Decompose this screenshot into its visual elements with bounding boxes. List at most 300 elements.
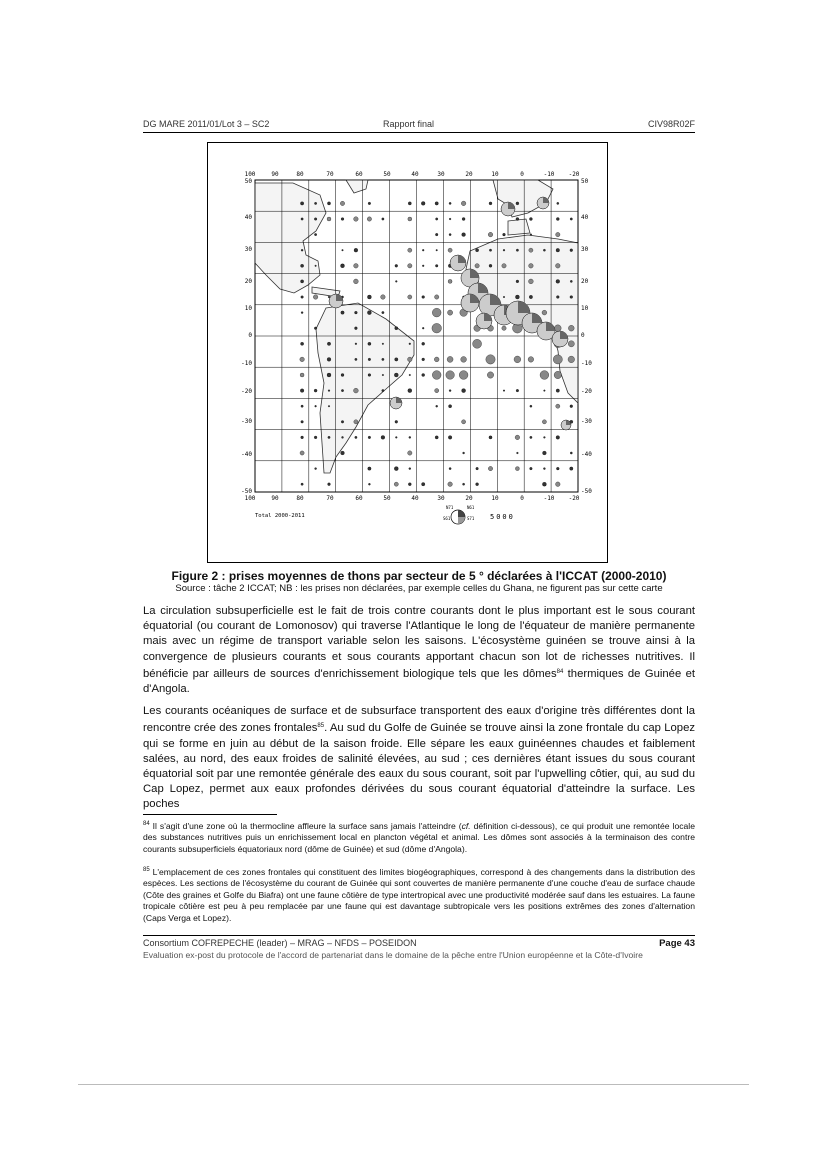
catch-dot [435, 436, 438, 439]
catch-dot [341, 264, 345, 268]
header-center: Rapport final [383, 119, 435, 129]
catch-dot [436, 218, 438, 220]
catch-dot [314, 218, 317, 221]
catch-dot [422, 358, 425, 361]
catch-dot [502, 264, 506, 268]
catch-dot [341, 374, 344, 377]
figure-caption [143, 569, 695, 595]
catch-dot [528, 357, 534, 363]
catch-dot [568, 325, 574, 331]
catch-dot [476, 483, 479, 486]
catch-dot [554, 371, 561, 378]
lat-tick: 50 [581, 178, 589, 185]
catch-dot [529, 264, 534, 269]
lon-tick: 0 [520, 171, 524, 178]
catch-dot [368, 342, 371, 345]
legend-label: S61 [443, 516, 451, 521]
catch-dot [408, 202, 411, 205]
lon-tick: 20 [465, 171, 473, 178]
catch-dot [530, 467, 533, 470]
catch-dot [570, 218, 572, 220]
catch-dot [543, 249, 545, 251]
catch-dot [556, 218, 559, 221]
lat-tick: -40 [241, 451, 252, 458]
lat-tick: -50 [581, 488, 592, 495]
page-header [143, 119, 695, 131]
catch-dot [341, 311, 344, 314]
catch-dot [355, 436, 357, 438]
catch-dot [570, 249, 573, 252]
catch-dot [354, 279, 359, 284]
lon-tick: 40 [411, 495, 419, 502]
catch-dot [462, 420, 466, 424]
catch-dot [463, 452, 465, 454]
catch-dot [341, 218, 344, 221]
catch-dot [449, 405, 452, 408]
catch-dot [570, 405, 573, 408]
catch-dot [354, 420, 358, 424]
catch-dot [301, 296, 304, 299]
header-right: CIV98R02F [647, 119, 695, 129]
catch-dot [408, 248, 412, 252]
catch-dot [395, 358, 398, 361]
catch-dot [515, 295, 519, 299]
catch-dot [327, 358, 331, 362]
catch-dot [556, 248, 560, 252]
catch-dot [502, 326, 506, 330]
catch-dot [408, 389, 412, 393]
catch-dot [544, 390, 546, 392]
footnote-text: Il s'agit d'une zone où la thermocline affleure la surface sans jamais l'atteindre ( [149, 821, 462, 831]
catch-dot [556, 232, 560, 236]
catch-dot [432, 323, 442, 333]
lat-tick: -50 [241, 488, 252, 495]
lon-tick: 100 [244, 495, 256, 502]
catch-dot [409, 468, 411, 470]
catch-dot [432, 308, 441, 317]
catch-dot [382, 311, 384, 313]
footnote-84 [143, 819, 695, 855]
catch-map [208, 143, 607, 562]
lon-tick: 90 [271, 495, 279, 502]
footnote-text: L'emplacement de ces zones frontales qui constituent des limites biogéographiques, correspond à des changements dans la distribution des espèces. Les sections de l'écosystème du courant de Guinée qui sont couvertes de manière permanente d'une couche d'eau de surface chaude (Côte des graines et Golfe du Biafra) ont une faune côtière de type intertropical avec une productivité modérée sauf dans les estuaires. La faune tropicale côtière est peu à peu remplacée par une faune qui est davantage subtropicale vers les positions extrêmes des zones d'alternation (Caps Verga et Lopez). [143, 867, 695, 923]
paragraph [143, 604, 695, 697]
caption-title: Figure 2 : prises moyennes de thons par secteur de 5 ° déclarées à l'ICCAT (2000-2010) [171, 569, 667, 583]
catch-dot [341, 421, 344, 424]
catch-dot [435, 295, 439, 299]
catch-dot [340, 201, 344, 205]
catch-dot [422, 374, 425, 377]
legend-label: N71 [446, 505, 454, 510]
catch-dot [367, 217, 371, 221]
lat-tick: -20 [581, 388, 592, 395]
header-rule [143, 132, 695, 133]
legend-label: N61 [467, 505, 475, 510]
catch-dot [556, 296, 559, 299]
lon-tick: 10 [491, 495, 499, 502]
lon-tick: 100 [244, 171, 256, 178]
catch-dot [409, 374, 411, 376]
catch-dot [489, 436, 492, 439]
catch-dot [315, 265, 317, 267]
legend-pie-slice [458, 517, 465, 524]
catch-dot [409, 436, 411, 438]
catch-dot [570, 467, 573, 470]
paragraph-text: thermiques de Guinée et d'Angola. [143, 667, 695, 696]
catch-dot [448, 310, 453, 315]
footnote-text: définition ci-dessous), ce qui produit une remontée locale des substances nutritives puis un enrichissement local en plancton végétal et animal. Les dômes sont associés à la terminaison des contre courants subsuperficiels équatoriaux nord (dôme de Guinée) et sud (dôme d'Angola). [143, 821, 695, 854]
lon-tick: 70 [326, 171, 334, 178]
catch-dot [422, 249, 424, 251]
catch-dot [462, 233, 466, 237]
catch-dot [435, 389, 439, 393]
page-footer [143, 938, 695, 960]
catch-dot [314, 436, 317, 439]
catch-dot [422, 342, 425, 345]
footer-consortium: Consortium COFREPECHE (leader) – MRAG – NFDS – POSEIDON [143, 938, 417, 948]
catch-dot [476, 467, 479, 470]
catch-dot [489, 249, 491, 251]
catch-dot [556, 264, 561, 269]
catch-dot [529, 279, 534, 284]
catch-dot [355, 311, 358, 314]
catch-dot [328, 436, 330, 438]
lon-tick: 30 [437, 171, 445, 178]
longitude-labels-top [245, 171, 580, 178]
catch-dot [368, 202, 371, 205]
catch-dot [556, 404, 560, 408]
catch-dot [382, 343, 384, 345]
lon-tick: -10 [543, 171, 555, 178]
lat-tick: 40 [244, 214, 252, 221]
catch-dot [516, 249, 518, 251]
catch-dot [368, 436, 371, 439]
latitude-labels-left [241, 178, 252, 495]
catch-dot [570, 280, 572, 282]
catch-dot [435, 202, 438, 205]
catch-dot [327, 217, 331, 221]
catch-dot [461, 357, 467, 363]
catch-dot [300, 202, 303, 205]
catch-dot [554, 325, 561, 332]
catch-dot [446, 371, 455, 380]
catch-dot [354, 217, 359, 222]
catch-dot [568, 356, 575, 363]
catch-dot [486, 355, 495, 364]
caption-source: Source : tâche 2 ICCAT; NB : les prises non déclarées, par exemple celles du Ghana, ne figurent pas sur cette carte [175, 583, 663, 594]
body-text [143, 604, 695, 820]
catch-dot [395, 281, 397, 283]
lon-tick: 70 [326, 495, 334, 502]
catch-dot [395, 264, 398, 267]
catch-dot [300, 389, 304, 393]
catch-dot [503, 249, 505, 251]
lat-tick: 30 [581, 246, 589, 253]
catch-dot [301, 483, 303, 485]
catch-dot [382, 389, 384, 391]
catch-dot [301, 421, 304, 424]
catch-dot [395, 437, 397, 439]
catch-dot [381, 295, 386, 300]
catch-dot [301, 342, 304, 345]
catch-dot [368, 483, 370, 485]
catch-dot [328, 405, 330, 407]
catch-dot [463, 483, 465, 485]
catch-dot [315, 468, 317, 470]
longitude-labels-bottom [245, 495, 580, 502]
catch-dot [342, 436, 344, 438]
catch-dot [489, 264, 492, 267]
catch-dot [300, 451, 304, 455]
catch-dot [368, 467, 371, 470]
catch-dot [473, 339, 482, 348]
catch-dot [355, 358, 357, 360]
catch-dot [328, 483, 331, 486]
catch-dot [516, 202, 519, 205]
catch-dot [394, 467, 398, 471]
lon-tick: 10 [491, 171, 499, 178]
catch-dot [354, 388, 359, 393]
catch-dot [408, 451, 412, 455]
catch-dot [422, 483, 425, 486]
catch-dot [368, 358, 371, 361]
map-area [255, 180, 578, 492]
lat-tick: -10 [241, 360, 252, 367]
catch-dot [355, 343, 357, 345]
catch-dot [301, 405, 303, 407]
lon-tick: 90 [271, 171, 279, 178]
catch-dot [449, 202, 451, 204]
catch-dot [557, 202, 559, 204]
catch-dot [459, 371, 468, 380]
catch-dot [382, 374, 384, 376]
catch-dot [487, 372, 493, 378]
lat-tick: 20 [581, 278, 589, 285]
catch-dot [409, 343, 411, 345]
pie-legend [443, 505, 515, 524]
lat-tick: 0 [248, 332, 252, 339]
catch-dot [434, 357, 439, 362]
lon-tick: 20 [465, 495, 473, 502]
catch-dot [354, 264, 359, 269]
catch-dot [301, 249, 303, 251]
catch-dot [448, 482, 453, 487]
catch-dot [315, 405, 317, 407]
footnote-number: 84 [143, 821, 150, 827]
paragraph-text: La circulation subsuperficielle est le fait de trois contre courants dont le plus important est le sous courant équatorial (ou courant de Lomonosov) qui traverse l'Atlantique le long de l'équateur de manière permanente mais avec un régime de transport variable selon les saisons. L'écosystème guinéen se trouve ainsi à la convergence de plusieurs courants et sous courants apportant chacun son lot de richesses nutritives. Il bénéficie par ailleurs de sources d'enrichissement biologique tels que les dômes [143, 605, 695, 680]
footnote-rule [143, 814, 277, 815]
catch-dot [422, 296, 425, 299]
catch-dot [514, 356, 521, 363]
catch-dot [556, 436, 560, 440]
catch-dot [395, 327, 398, 330]
catch-dot [556, 482, 561, 487]
lon-tick: 50 [383, 171, 391, 178]
footnote-ref[interactable]: 85 [317, 723, 325, 730]
catch-dot [543, 468, 545, 470]
catch-dot [488, 232, 493, 237]
catch-dot [570, 452, 572, 454]
catch-dot [408, 217, 412, 221]
catch-dot [408, 264, 412, 268]
catch-dot [368, 374, 371, 377]
catch-dot [568, 341, 574, 347]
catch-dot [301, 312, 303, 314]
lat-tick: 30 [244, 246, 252, 253]
catch-dot [314, 389, 317, 392]
catch-dot [394, 482, 398, 486]
header-left: DG MARE 2011/01/Lot 3 – SC2 [143, 119, 270, 129]
catch-dot [327, 202, 330, 205]
catch-dot [516, 389, 519, 392]
catch-dot [301, 218, 303, 220]
catch-dot [436, 405, 438, 407]
footnote-85 [143, 865, 695, 924]
catch-dot [313, 295, 318, 300]
catch-dot [435, 233, 438, 236]
catch-dot [475, 264, 479, 268]
catch-dot [328, 390, 330, 392]
catch-dot [529, 248, 533, 252]
catch-dot [530, 405, 532, 407]
catch-dot [314, 327, 317, 330]
page-number: Page 43 [659, 938, 695, 949]
legend-pie-slice [458, 510, 465, 517]
catch-dot [422, 265, 424, 267]
catch-dot [408, 295, 412, 299]
catch-dot [542, 420, 546, 424]
catch-dot [301, 436, 304, 439]
catch-dot [449, 390, 451, 392]
catch-dot [432, 371, 441, 380]
catch-dot [540, 371, 549, 380]
lon-tick: 0 [520, 495, 524, 502]
catch-dot [341, 451, 345, 455]
catch-dot [382, 218, 384, 220]
catch-dot [488, 466, 492, 470]
paragraph-text: Les courants océaniques de surface et de subsurface transportent des eaux d'origine très différentes dont la rencontre crée des zones frontales [143, 705, 695, 735]
figure-frame [207, 142, 608, 563]
lon-tick: 40 [411, 171, 419, 178]
catch-dot [381, 436, 385, 440]
catch-dot [529, 218, 532, 221]
catch-dot [515, 467, 519, 471]
catch-dot [301, 280, 304, 283]
catch-dot [530, 234, 532, 236]
catch-dot [556, 280, 560, 284]
catch-dot [314, 202, 316, 204]
catch-dot [544, 437, 546, 439]
lat-tick: -30 [581, 418, 592, 425]
catch-dot [503, 296, 505, 298]
lon-tick: 60 [355, 171, 363, 178]
catch-dot [489, 202, 492, 205]
lat-tick: -20 [241, 388, 252, 395]
catch-dot [448, 436, 452, 440]
catch-dot [314, 233, 316, 235]
catch-dot [556, 389, 559, 392]
catch-dot [342, 249, 344, 251]
lat-tick: 20 [244, 278, 252, 285]
lat-tick: 0 [581, 332, 585, 339]
catch-dot [476, 249, 479, 252]
catch-dot [530, 436, 532, 438]
paragraph [143, 704, 695, 812]
catch-dot [543, 451, 547, 455]
lat-tick: -10 [581, 360, 592, 367]
footnote-ref[interactable]: 84 [556, 668, 564, 675]
catch-dot [408, 483, 411, 486]
catch-dot [449, 468, 451, 470]
catch-dot [447, 356, 453, 362]
catch-dot [341, 389, 343, 391]
catch-dot [394, 373, 398, 377]
lat-tick: 40 [581, 214, 589, 221]
lat-tick: -30 [241, 418, 252, 425]
catch-dot [421, 202, 425, 206]
catch-dot [382, 358, 384, 360]
catch-dot [542, 482, 546, 486]
catch-dot [300, 357, 305, 362]
catch-dot [516, 280, 519, 283]
lat-tick: 50 [244, 178, 252, 185]
catch-dot [461, 201, 466, 206]
catch-dot [503, 390, 505, 392]
catch-dot [435, 265, 438, 268]
catch-dot [422, 327, 424, 329]
footnote-number: 85 [143, 867, 150, 873]
lon-tick: 30 [437, 495, 445, 502]
lon-tick: 80 [296, 495, 304, 502]
total-label: Total 2000-2011 [255, 513, 305, 519]
footnote-text: cf. [461, 821, 471, 831]
lon-tick: -20 [568, 495, 580, 502]
legend-label: S71 [467, 516, 475, 521]
catch-dot [448, 279, 452, 283]
catch-dot [449, 218, 451, 220]
lon-tick: -20 [568, 171, 580, 178]
lon-tick: 50 [383, 495, 391, 502]
latitude-labels-right [581, 178, 592, 495]
catch-dot [503, 233, 506, 236]
catch-dot [354, 248, 358, 252]
catch-dot [449, 234, 451, 236]
catch-dot [395, 420, 398, 423]
catch-dot [327, 342, 330, 345]
footer-description: Evaluation ex-post du protocole de l'accord de partenariat dans le domaine de la pêche entre l'Union européenne et la Côte-d'Ivoire [143, 950, 643, 960]
catch-dot [542, 310, 547, 315]
lat-tick: 10 [244, 305, 252, 312]
catch-dot [436, 249, 438, 251]
catch-dot [515, 435, 520, 440]
lon-tick: 80 [296, 171, 304, 178]
catch-dot [462, 218, 465, 221]
catch-dot [367, 311, 371, 315]
catch-dot [570, 296, 573, 299]
page-bottom-line [78, 1084, 749, 1085]
catch-dot [516, 218, 519, 221]
catch-dot [517, 452, 519, 454]
catch-dot [553, 355, 562, 364]
catch-dot [301, 264, 304, 267]
catch-dot [327, 373, 331, 377]
catch-dot [462, 389, 466, 393]
catch-dot [300, 373, 304, 377]
catch-dot [355, 327, 358, 330]
catch-dot [448, 248, 452, 252]
paragraph-text: . Au sud du Golfe de Guinée se trouve ainsi la zone frontale du cap Lopez qui se forme en juin au début de la saison froide. Elle sépare les eaux guinéennes chaudes et faiblement salées, au nord, des eaux froides de salinité élevées, au sud ; ces dernières étant issues du sous courant équatorial soit par une remontée générale des eaux du sous courant, soit par l'upwelling côtier, qui, au sud du Cap Lopez, permet aux eaux profondes dérivées du sous courant équatorial d'atteindre la surface. Les poches [143, 722, 695, 811]
legend-value: 5000 [490, 513, 515, 521]
